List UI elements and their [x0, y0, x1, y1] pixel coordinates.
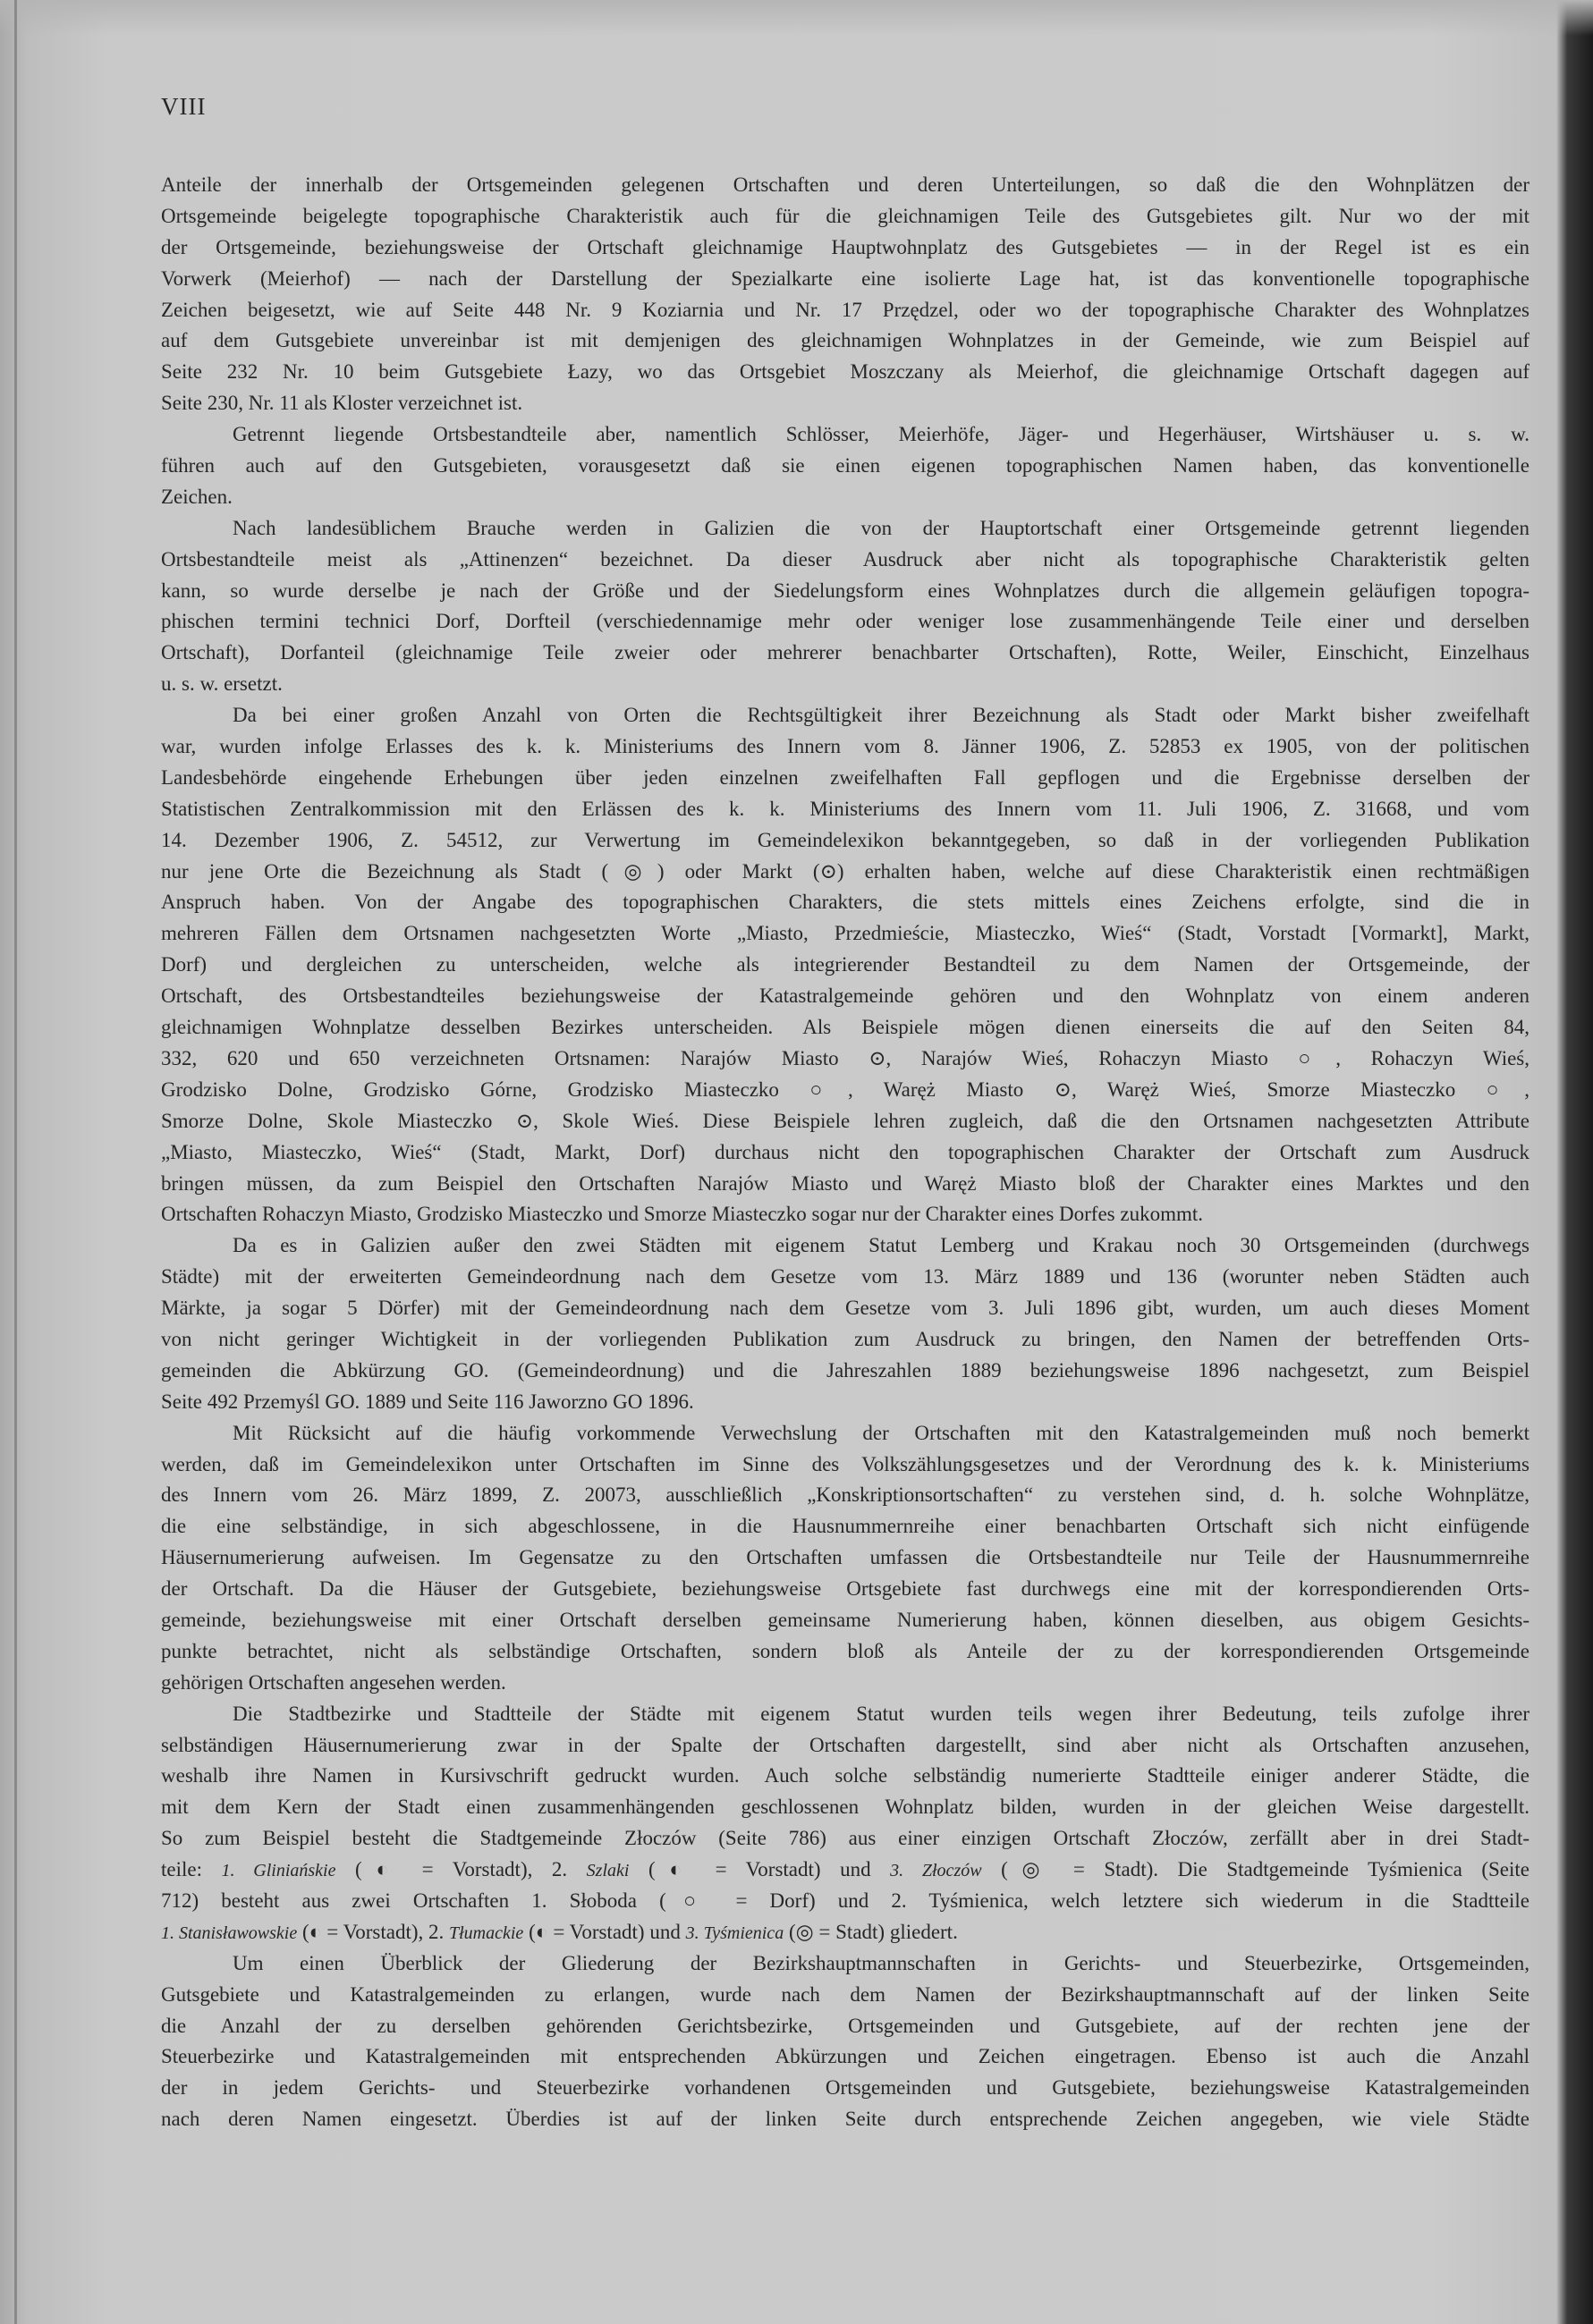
text-line: [161, 1855, 1529, 1886]
text-line: gemeinde, beziehungsweise mit einer Ortschaft derselben gemeinsame Numerierung haben, können dieselben, aus obigem Gesichts-: [161, 1608, 1529, 1631]
text-line: Da bei einer großen Anzahl von Orten die Rechtsgültigkeit ihrer Bezeichnung als Stadt oder Markt bisher zweifelhaft: [233, 704, 1529, 727]
page-binding-edge: [14, 0, 17, 2324]
text-line: nur jene Orte die Bezeichnung als Stadt (◎) oder Markt (⊙) erhalten haben, welche auf diese Charakteristik einen rechtmäßigen: [161, 859, 1529, 883]
text-line: Um einen Überblick der Gliederung der Bezirkshauptmannschaften in Gerichts- und Steuerbezirke, Ortsgemeinden,: [233, 1951, 1529, 1974]
text-line: u. s. w. ersetzt.: [161, 672, 283, 696]
text-line: der Ortsgemeinde, beziehungsweise der Ortschaft gleichnamige Hauptwohnplatz des Gutsgebietes — in der Regel ist es ein: [161, 235, 1529, 258]
text-line: Statistischen Zentralkommission mit den Erlässen des k. k. Ministeriums des Innern vom 11. Juli 1906, Z. 31668, und vom: [161, 797, 1529, 820]
text-line: 332, 620 und 650 verzeichneten Ortsnamen: Narajów Miasto ⊙, Narajów Wieś, Rohaczyn Miasto ○, Rohaczyn Wieś,: [161, 1046, 1529, 1069]
paragraph: [161, 419, 1529, 513]
text-line: Anspruch haben. Von der Angabe des topographischen Charakters, die stets mittels eines Zeichens erfolgte, sind die in: [161, 891, 1529, 914]
text-line: gemeinden die Abkürzung GO. (Gemeindeordnung) und die Jahreszahlen 1889 beziehungsweise 1896 nachgesetzt, zum Beispiel: [161, 1358, 1529, 1382]
text-line: Seite 230, Nr. 11 als Kloster verzeichnet ist.: [161, 392, 523, 415]
body-text: [161, 170, 1529, 2135]
text-line: der in jedem Gerichts- und Steuerbezirke vorhandenen Ortsgemeinden und Gutsgebiete, beziehungsweise Katastralgemeinden: [161, 2076, 1529, 2100]
text-line: bringen müssen, da zum Beispiel den Ortschaften Narajów Miasto und Waręż Miasto bloß der Charakter eines Marktes und den: [161, 1171, 1529, 1195]
text-line: mit dem Kern der Stadt einen zusammenhängenden geschlossenen Wohnplatz bilden, wurden in der gleichen Weise dargestellt.: [161, 1796, 1529, 1819]
text-line: Die Stadtbezirke und Stadtteile der Städte mit eigenem Statut wurden teils wegen ihrer Bedeutung, teils zufolge ihrer: [233, 1702, 1529, 1725]
paragraph: [161, 1230, 1529, 1417]
text-line: die Anzahl der zu derselben gehörenden Gerichtsbezirke, Ortsgemeinden und Gutsgebiete, auf der rechten jene der: [161, 2014, 1529, 2037]
text-segment: (◐ = Vorstadt) und: [629, 1858, 891, 1881]
text-line: „Miasto, Miasteczko, Wieś“ (Stadt, Markt, Dorf) durchaus nicht den topographischen Charakter der Ortschaft zum Ausdruck: [161, 1140, 1529, 1163]
text-line: Häusernumerierung aufweisen. Im Gegensatze zu den Ortschaften umfassen die Ortsbestandteile nur Teile der Hausnummernreihe: [161, 1546, 1529, 1569]
italic-place-name: Tłumackie: [449, 1923, 524, 1943]
text-line: Vorwerk (Meierhof) — nach der Darstellung der Spezialkarte eine isolierte Lage hat, ist das konventionelle topographische: [161, 266, 1529, 290]
italic-place-name: 3. Tyśmienica: [685, 1923, 784, 1943]
text-line: weshalb ihre Namen in Kursivschrift gedruckt wurden. Auch solche selbständig numerierte Stadtteile einiger anderer Städte, die: [161, 1764, 1529, 1787]
text-line: Da es in Galizien außer den zwei Städten mit eigenem Statut Lemberg und Krakau noch 30 Ortsgemeinden (durchwegs: [233, 1234, 1529, 1257]
text-line: selbständigen Häusernumerierung zwar in der Spalte der Ortschaften dargestellt, sind aber nicht als Ortschaften anzusehen,: [161, 1733, 1529, 1756]
text-line: Anteile der innerhalb der Ortsgemeinden gelegenen Ortschaften und deren Unterteilungen, so daß die den Wohnplätzen der: [161, 173, 1529, 196]
text-line: kann, so wurde derselbe je nach der Größe und der Siedelungsform eines Wohnplatzes durch die allgemein geläufigen topogra-: [161, 579, 1529, 602]
italic-place-name: Szlaki: [586, 1861, 630, 1881]
text-line: Ortschaften Rohaczyn Miasto, Grodzisko Miasteczko und Smorze Miasteczko sogar nur der Charakter eines Dorfes zukommt.: [161, 1203, 1203, 1226]
text-segment: (◎ = Stadt) gliedert.: [784, 1920, 958, 1943]
paragraph: [161, 1418, 1529, 1699]
text-line: Seite 232 Nr. 10 beim Gutsgebiete Łazy, wo das Ortsgebiet Moszczany als Meierhof, die gleichnamige Ortschaft dagegen auf: [161, 360, 1529, 384]
text-line: phischen termini technici Dorf, Dorfteil (verschiedennamige mehr oder weniger lose zusammenhängende Teile einer und derselben: [161, 610, 1529, 633]
text-line: Märkte, ja sogar 5 Dörfer) mit der Gemeindeordnung nach dem Gesetze vom 3. Juli 1896 gibt, wurden, um auch dieses Moment: [161, 1297, 1529, 1320]
text-line: Zeichen.: [161, 485, 233, 508]
text-line: Landesbehörde eingehende Erhebungen über jeden einzelnen zweifelhaften Fall gepflogen und die Ergebnisse derselben der: [161, 765, 1529, 789]
text-line: Seite 492 Przemyśl GO. 1889 und Seite 116 Jaworzno GO 1896.: [161, 1390, 694, 1413]
text-line: Steuerbezirke und Katastralgemeinden mit entsprechenden Abkürzungen und Zeichen eingetragen. Ebenso ist auch die Anzahl: [161, 2045, 1529, 2068]
text-line: mehreren Fällen dem Ortsnamen nachgesetzten Worte „Miasto, Przedmieście, Miasteczko, Wieś“ (Stadt, Vorstadt [Vormarkt], Markt,: [161, 922, 1529, 945]
text-line: Dorf) und dergleichen zu unterscheiden, welche als integrierender Bestandteil zu dem Namen der Ortsgemeinde, der: [161, 953, 1529, 976]
text-line: 712) besteht aus zwei Ortschaften 1. Słoboda (○ = Dorf) und 2. Tyśmienica, welch letztere sich wiederum in die Stadtteile: [161, 1889, 1529, 1912]
text-line: Getrennt liegende Ortsbestandteile aber, namentlich Schlösser, Meierhöfe, Jäger- und Hegerhäuser, Wirtshäuser u. s. w.: [233, 423, 1529, 446]
paragraph: [161, 513, 1529, 700]
page-number: VIII: [161, 93, 207, 120]
text-line: Nach landesüblichem Brauche werden in Galizien die von der Hauptortschaft einer Ortsgemeinde getrennt liegenden: [233, 516, 1529, 539]
text-line: der Ortschaft. Da die Häuser der Gutsgebiete, beziehungsweise Ortsgebiete fast durchwegs eine mit der korrespondierenden Orts-: [161, 1577, 1529, 1601]
text-segment: (◐ = Vorstadt) und: [523, 1920, 686, 1943]
paragraph: [161, 170, 1529, 419]
text-segment: (◐ = Vorstadt), 2.: [335, 1858, 587, 1881]
text-line: Gutsgebiete und Katastralgemeinden zu erlangen, wurde nach dem Namen der Bezirkshauptmannschaft auf der linken Seite: [161, 1982, 1529, 2006]
text-segment: teile:: [161, 1858, 222, 1881]
text-line: Ortschaft), Dorfanteil (gleichnamige Teile zweier oder mehrerer benachbarter Ortschaften), Rotte, Weiler, Einschicht, Einzelhaus: [161, 641, 1529, 664]
text-line: 14. Dezember 1906, Z. 54512, zur Verwertung im Gemeindelexikon bekanntgegeben, so daß in der vorliegenden Publikation: [161, 828, 1529, 851]
text-line: So zum Beispiel besteht die Stadtgemeinde Złoczów (Seite 786) aus einer einzigen Ortschaft Złoczów, zerfällt aber in drei Stadt-: [161, 1827, 1529, 1850]
text-line: Mit Rücksicht auf die häufig vorkommende Verwechslung der Ortschaften mit den Katastralgemeinden muß noch bemerkt: [233, 1421, 1529, 1444]
text-line: war, wurden infolge Erlasses des k. k. Ministeriums des Innern vom 8. Jänner 1906, Z. 52853 ex 1905, von der politischen: [161, 735, 1529, 758]
text-line: [161, 1917, 1529, 1948]
paragraph: [161, 1948, 1529, 2135]
text-line: Zeichen beigesetzt, wie auf Seite 448 Nr. 9 Koziarnia und Nr. 17 Przędzel, oder wo der topographische Charakter des Wohnplatzes: [161, 298, 1529, 321]
scan-top-shade: [0, 0, 1593, 36]
text-line: Smorze Dolne, Skole Miasteczko ⊙, Skole Wieś. Diese Beispiele lehren zugleich, daß die den Ortsnamen nachgesetzten Attribute: [161, 1109, 1529, 1132]
text-line: auf dem Gutsgebiete unvereinbar ist mit demjenigen des gleichnamigen Wohnplatzes in der Gemeinde, wie zum Beispiel auf: [161, 329, 1529, 352]
text-line: die eine selbständige, in sich abgeschlossene, in die Hausnummernreihe einer benachbarten Ortschaft sich nicht einfügende: [161, 1515, 1529, 1538]
italic-place-name: 1. Stanisławowskie: [161, 1923, 298, 1943]
text-line: gehörigen Ortschaften angesehen werden.: [161, 1670, 506, 1694]
text-line: führen auch auf den Gutsgebieten, vorausgesetzt daß sie einen eigenen topographischen Namen haben, das konventionelle: [161, 454, 1529, 477]
text-line: nach deren Namen eingesetzt. Überdies ist auf der linken Seite durch entsprechende Zeichen angegeben, wie viele Städte: [161, 2108, 1529, 2131]
text-line: gleichnamigen Wohnplatze desselben Bezirkes unterscheiden. Als Beispiele mögen dienen einerseits die auf den Seiten 84,: [161, 1016, 1529, 1039]
italic-place-name: 1. Gliniańskie: [221, 1861, 336, 1881]
text-line: Ortsgemeinde beigelegte topographische Charakteristik auch für die gleichnamigen Teile des Gutsgebietes gilt. Nur wo der mit: [161, 204, 1529, 227]
text-line: werden, daß im Gemeindelexikon unter Ortschaften im Sinne des Volkszählungsgesetzes und der Verordnung des k. k. Ministeriums: [161, 1452, 1529, 1475]
text-line: von nicht geringer Wichtigkeit in der vorliegenden Publikation zum Ausdruck zu bringen, den Namen der betreffenden Orts-: [161, 1327, 1529, 1350]
text-line: Grodzisko Dolne, Grodzisko Górne, Grodzisko Miasteczko ○, Waręż Miasto ⊙, Waręż Wieś, Smorze Miasteczko ○,: [161, 1077, 1529, 1101]
text-line: punkte betrachtet, nicht als selbständige Ortschaften, sondern bloß als Anteile der zu der korrespondierenden Ortsgemeinde: [161, 1639, 1529, 1662]
italic-place-name: 3. Złoczów: [890, 1861, 982, 1881]
text-line: Ortschaft, des Ortsbestandteiles beziehungsweise der Katastralgemeinde gehören und den Wohnplatz von einem anderen: [161, 985, 1529, 1008]
text-line: Städte) mit der erweiterten Gemeindeordnung nach dem Gesetze vom 13. März 1889 und 136 (worunter neben Städten auch: [161, 1265, 1529, 1289]
text-segment: (◐ = Vorstadt), 2.: [297, 1920, 449, 1943]
text-line: Ortsbestandteile meist als „Attinenzen“ bezeichnet. Da dieser Ausdruck aber nicht als topographische Charakteristik gelten: [161, 547, 1529, 570]
text-line: des Innern vom 26. März 1899, Z. 20073, ausschließlich „Konskriptionsortschaften“ zu verstehen sind, d. h. solche Wohnplätze,: [161, 1483, 1529, 1507]
text-segment: (◎ = Stadt). Die Stadtgemeinde Tyśmienica (Seite: [981, 1858, 1529, 1881]
paragraph: [161, 1699, 1529, 1948]
paragraph: [161, 700, 1529, 1230]
